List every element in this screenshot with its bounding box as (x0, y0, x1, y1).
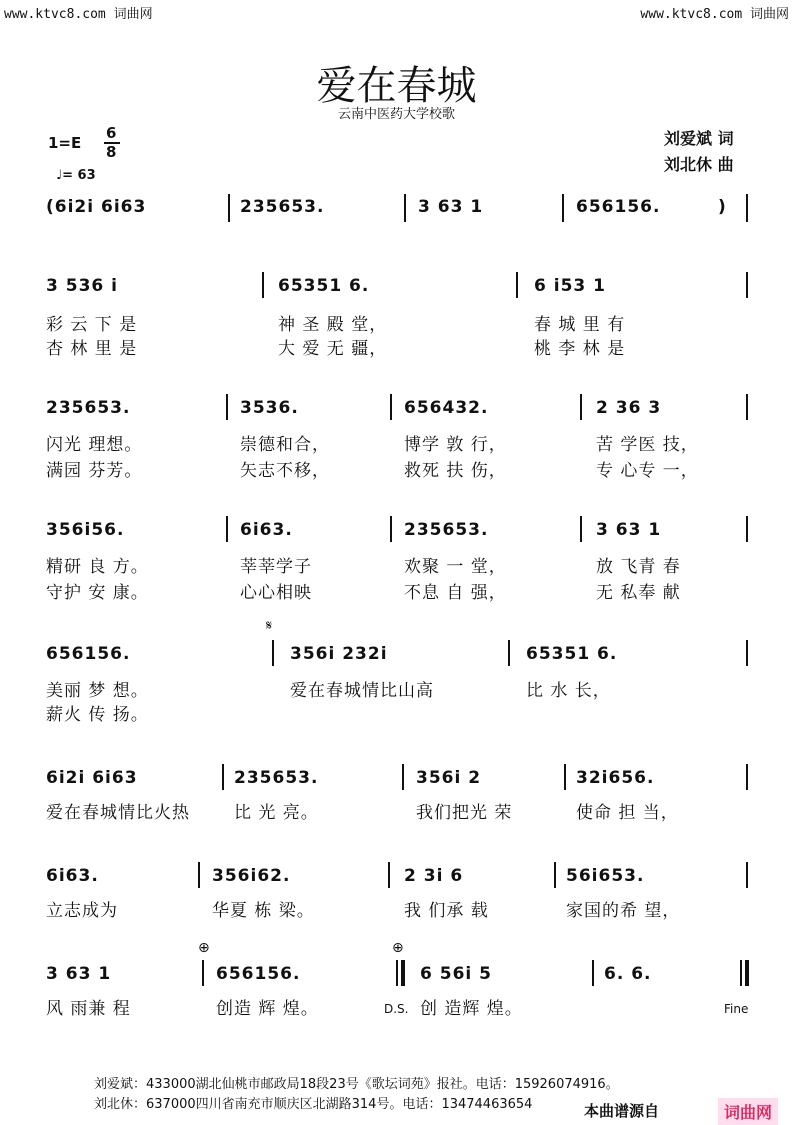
lyric-verse1: 神 圣 殿 堂， (278, 315, 388, 335)
measure-notes: 6i2i 6i63 (46, 768, 138, 788)
lyric-verse1: 博学 敦 行， (404, 435, 507, 455)
barline (402, 764, 404, 790)
measure-notes: 235653. (404, 520, 489, 540)
measure-notes: 3536. (240, 398, 299, 418)
barline (554, 862, 556, 888)
barline (262, 272, 264, 298)
lyric-verse1: 精研 良 方。 (46, 557, 149, 577)
lyric-verse1: 创造 辉 煌。 (216, 999, 319, 1019)
measure-notes: 356i56. (46, 520, 125, 540)
lyric-verse1: 爱在春城情比火热 (46, 803, 190, 823)
measure-notes: 3 63 1 (596, 520, 662, 540)
lyric-verse1: 比 水 长， (526, 681, 611, 701)
lyric-verse2: 薪火 传 扬。 (46, 705, 149, 725)
song-subtitle: 云南中医药大学校歌 (337, 107, 455, 122)
lyric-verse1: 闪光 理想。 (46, 435, 143, 455)
lyric-verse1: 我们把光 荣 (416, 803, 513, 823)
barline (580, 516, 582, 542)
measure-notes: 656156. (46, 644, 131, 664)
lyric-verse1: 使命 担 当， (576, 803, 679, 823)
lyric-verse1: 风 雨兼 程 (46, 999, 131, 1019)
lyric-verse2: 无 私奉 献 (596, 583, 681, 603)
lyric-verse1: 春 城 里 有 (534, 315, 626, 335)
footer-lyricist-address: 刘爱斌：433000湖北仙桃市邮政局18段23号《歌坛词苑》报社。电话：15926074916。 (94, 1077, 619, 1092)
barline (746, 640, 748, 666)
lyric-verse1: 爱在春城情比山高 (290, 681, 434, 701)
barline (746, 194, 748, 222)
lyric-verse2: 心心相映 (240, 583, 312, 603)
measure-notes: 2 36 3 (596, 398, 662, 418)
lyric-verse1: 华夏 栋 梁。 (212, 901, 315, 921)
coda-sign: ⊕ (198, 940, 210, 956)
lyric-verse1: 崇德和合， (240, 435, 330, 455)
segno-sign: 𝄋 (266, 618, 273, 634)
measure-notes: 3 63 1 (46, 964, 112, 984)
intro-measure-2: 235653. (240, 197, 325, 217)
time-top: 6 (106, 124, 117, 142)
barline (746, 272, 748, 298)
barline (746, 764, 748, 790)
watermark-left: www.ktvc8.com 词曲网 (4, 7, 153, 22)
lyric-verse2: 专 心专 一， (596, 461, 699, 481)
measure-notes: 656156. (216, 964, 301, 984)
measure-notes: 32i656. (576, 768, 655, 788)
composer-credit: 刘北休 曲 (664, 155, 734, 174)
intro-measure-4: 656156. (576, 197, 661, 217)
barline (388, 862, 390, 888)
barline (396, 960, 398, 986)
barline (226, 516, 228, 542)
site-logo[interactable]: 词曲网 (718, 1098, 778, 1125)
lyric-verse1: 比 光 亮。 (234, 803, 319, 823)
barline-double (401, 960, 405, 986)
barline (202, 960, 204, 986)
lyric-verse2: 矢志不移， (240, 461, 330, 481)
measure-notes: 656432. (404, 398, 489, 418)
barline (740, 960, 742, 986)
measure-notes: 6i63. (240, 520, 293, 540)
source-label: 本曲谱源自 (584, 1102, 660, 1120)
measure-notes: 235653. (234, 768, 319, 788)
barline (272, 640, 274, 666)
barline (198, 862, 200, 888)
lyric-verse2: 桃 李 林 是 (534, 339, 626, 359)
tempo-mark: ♩= 63 (56, 168, 96, 183)
measure-notes: 6. 6. (604, 964, 652, 984)
ds-marker: D.S. (384, 1002, 409, 1016)
footer-composer-address: 刘北休：637000四川省南充市顺庆区北湖路314号。电话：13474463654 (94, 1097, 533, 1112)
lyric-verse1: 莘莘学子 (240, 557, 312, 577)
measure-notes: 356i 232i (290, 644, 388, 664)
lyric-verse2: 满园 芬芳。 (46, 461, 143, 481)
lyric-verse1: 放 飞青 春 (596, 557, 681, 577)
barline (746, 516, 748, 542)
lyricist-credit: 刘爱斌 词 (664, 129, 734, 148)
intro-measure-1: (6i2i 6i63 (46, 197, 147, 217)
barline (746, 394, 748, 420)
lyric-verse2: 杏 林 里 是 (46, 339, 138, 359)
barline (508, 640, 510, 666)
lyric-verse1: 家国的希 望， (566, 901, 681, 921)
measure-notes: 2 3i 6 (404, 866, 464, 886)
coda-sign: ⊕ (392, 940, 404, 956)
lyric-verse2: 不息 自 强， (404, 583, 507, 603)
lyric-verse2: 大 爱 无 疆， (278, 339, 388, 359)
measure-notes: 356i62. (212, 866, 291, 886)
fine-marker: Fine (724, 1002, 749, 1016)
measure-notes: 56i653. (566, 866, 645, 886)
measure-notes: 356i 2 (416, 768, 482, 788)
barline (592, 960, 594, 986)
barline (226, 394, 228, 420)
lyric-verse1: 创 造辉 煌。 (420, 999, 523, 1019)
intro-close: ) (718, 197, 727, 217)
lyric-verse2: 救死 扶 伤， (404, 461, 507, 481)
measure-notes: 6 i53 1 (534, 276, 606, 296)
barline-final (745, 960, 749, 986)
measure-notes: 6i63. (46, 866, 99, 886)
measure-notes: 3 536 i (46, 276, 118, 296)
barline (516, 272, 518, 298)
measure-notes: 235653. (46, 398, 131, 418)
barline (390, 516, 392, 542)
intro-measure-3: 3 63 1 (418, 197, 484, 217)
barline (222, 764, 224, 790)
lyric-verse1: 苦 学医 技， (596, 435, 699, 455)
barline (404, 194, 406, 222)
barline (564, 764, 566, 790)
measure-notes: 65351 6. (278, 276, 370, 296)
measure-notes: 65351 6. (526, 644, 618, 664)
lyric-verse1: 立志成为 (46, 901, 118, 921)
lyric-verse1: 欢聚 一 堂， (404, 557, 507, 577)
barline (390, 394, 392, 420)
key-signature: 1=E (48, 134, 82, 152)
lyric-verse1: 美丽 梦 想。 (46, 681, 149, 701)
lyric-verse1: 彩 云 下 是 (46, 315, 138, 335)
barline (562, 194, 564, 222)
lyric-verse2: 守护 安 康。 (46, 583, 149, 603)
watermark-right: www.ktvc8.com 词曲网 (640, 7, 789, 22)
lyric-verse1: 我 们承 载 (404, 901, 489, 921)
barline (746, 862, 748, 888)
time-bottom: 8 (106, 143, 117, 161)
barline (228, 194, 230, 222)
measure-notes: 6 56i 5 (420, 964, 492, 984)
song-title: 爱在春城 (316, 63, 477, 109)
barline (580, 394, 582, 420)
